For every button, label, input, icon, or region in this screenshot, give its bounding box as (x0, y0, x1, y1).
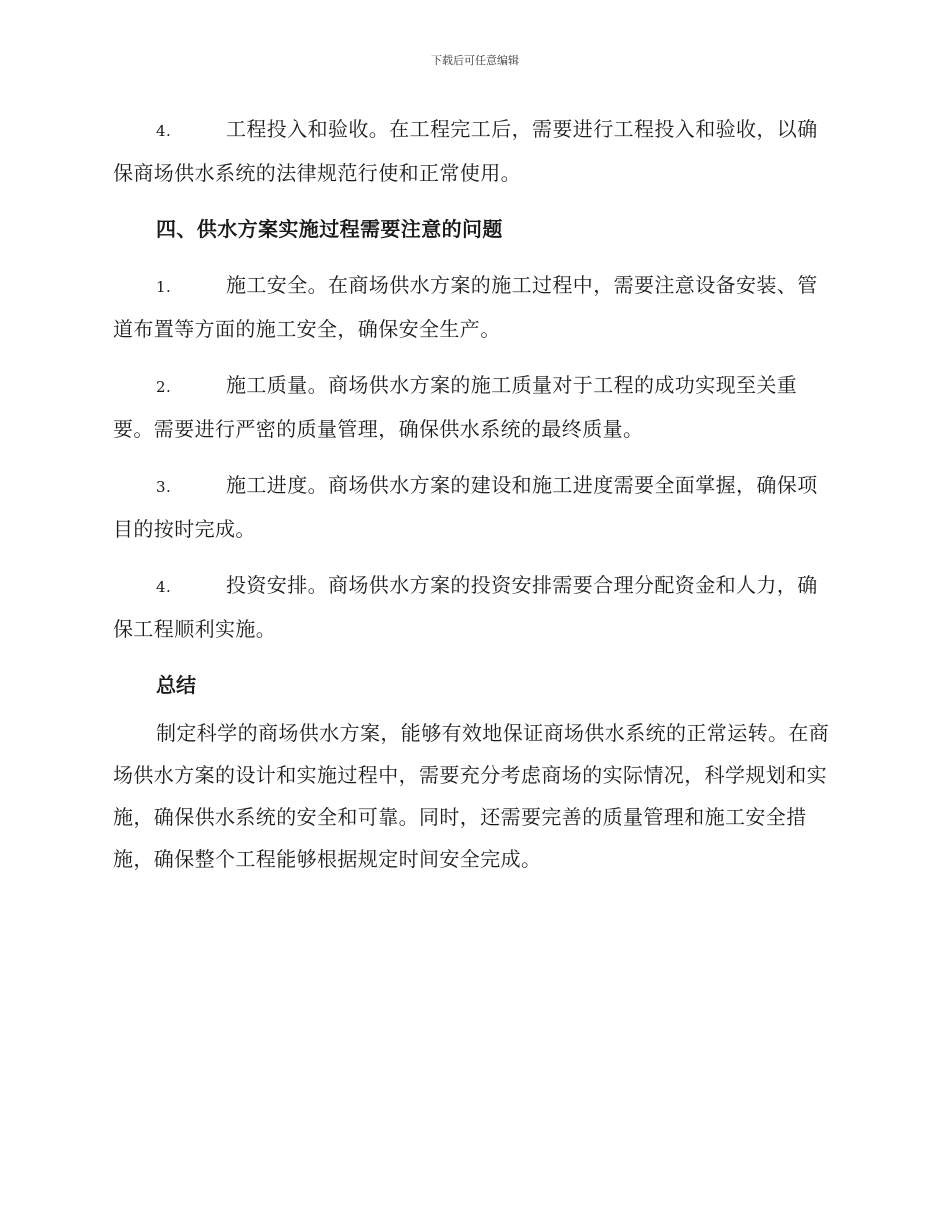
summary-heading: 总结 (156, 673, 196, 697)
section-heading: 四、供水方案实施过程需要注意的问题 (156, 217, 503, 241)
list-text: 施工质量。商场供水方案的施工质量对于工程的成功实现至关重要。需要进行严密的质量管理，确保供水系统的最终质量。 (113, 373, 798, 441)
list-item (113, 264, 835, 350)
list-item (113, 108, 835, 194)
list-number: 4. (156, 578, 172, 596)
list-number: 3. (156, 478, 172, 496)
list-item (113, 364, 835, 450)
list-text: 投资安排。商场供水方案的投资安排需要合理分配资金和人力，确保工程顺利实施。 (113, 573, 818, 641)
list-text: 工程投入和验收。在工程完工后，需要进行工程投入和验收，以确保商场供水系统的法律规范行使和正常使用。 (113, 117, 818, 185)
list-number: 2. (156, 378, 172, 396)
document-body (113, 108, 835, 880)
summary-paragraph: 制定科学的商场供水方案，能够有效地保证商场供水系统的正常运转。在商场供水方案的设计和实施过程中，需要充分考虑商场的实际情况，科学规划和实施，确保供水系统的安全和可靠。同时，还需要完善的质量管理和施工安全措施，确保整个工程能够根据规定时间安全完成。 (113, 721, 830, 871)
list-item (113, 564, 835, 650)
list-number: 4. (156, 122, 172, 140)
list-item (113, 464, 835, 550)
list-text: 施工进度。商场供水方案的建设和施工进度需要全面掌握，确保项目的按时完成。 (113, 473, 818, 541)
list-number: 1. (156, 278, 172, 296)
list-text: 施工安全。在商场供水方案的施工过程中，需要注意设备安装、管道布置等方面的施工安全，确保安全生产。 (113, 273, 818, 341)
page-header: 下载后可任意编辑 (431, 54, 519, 67)
